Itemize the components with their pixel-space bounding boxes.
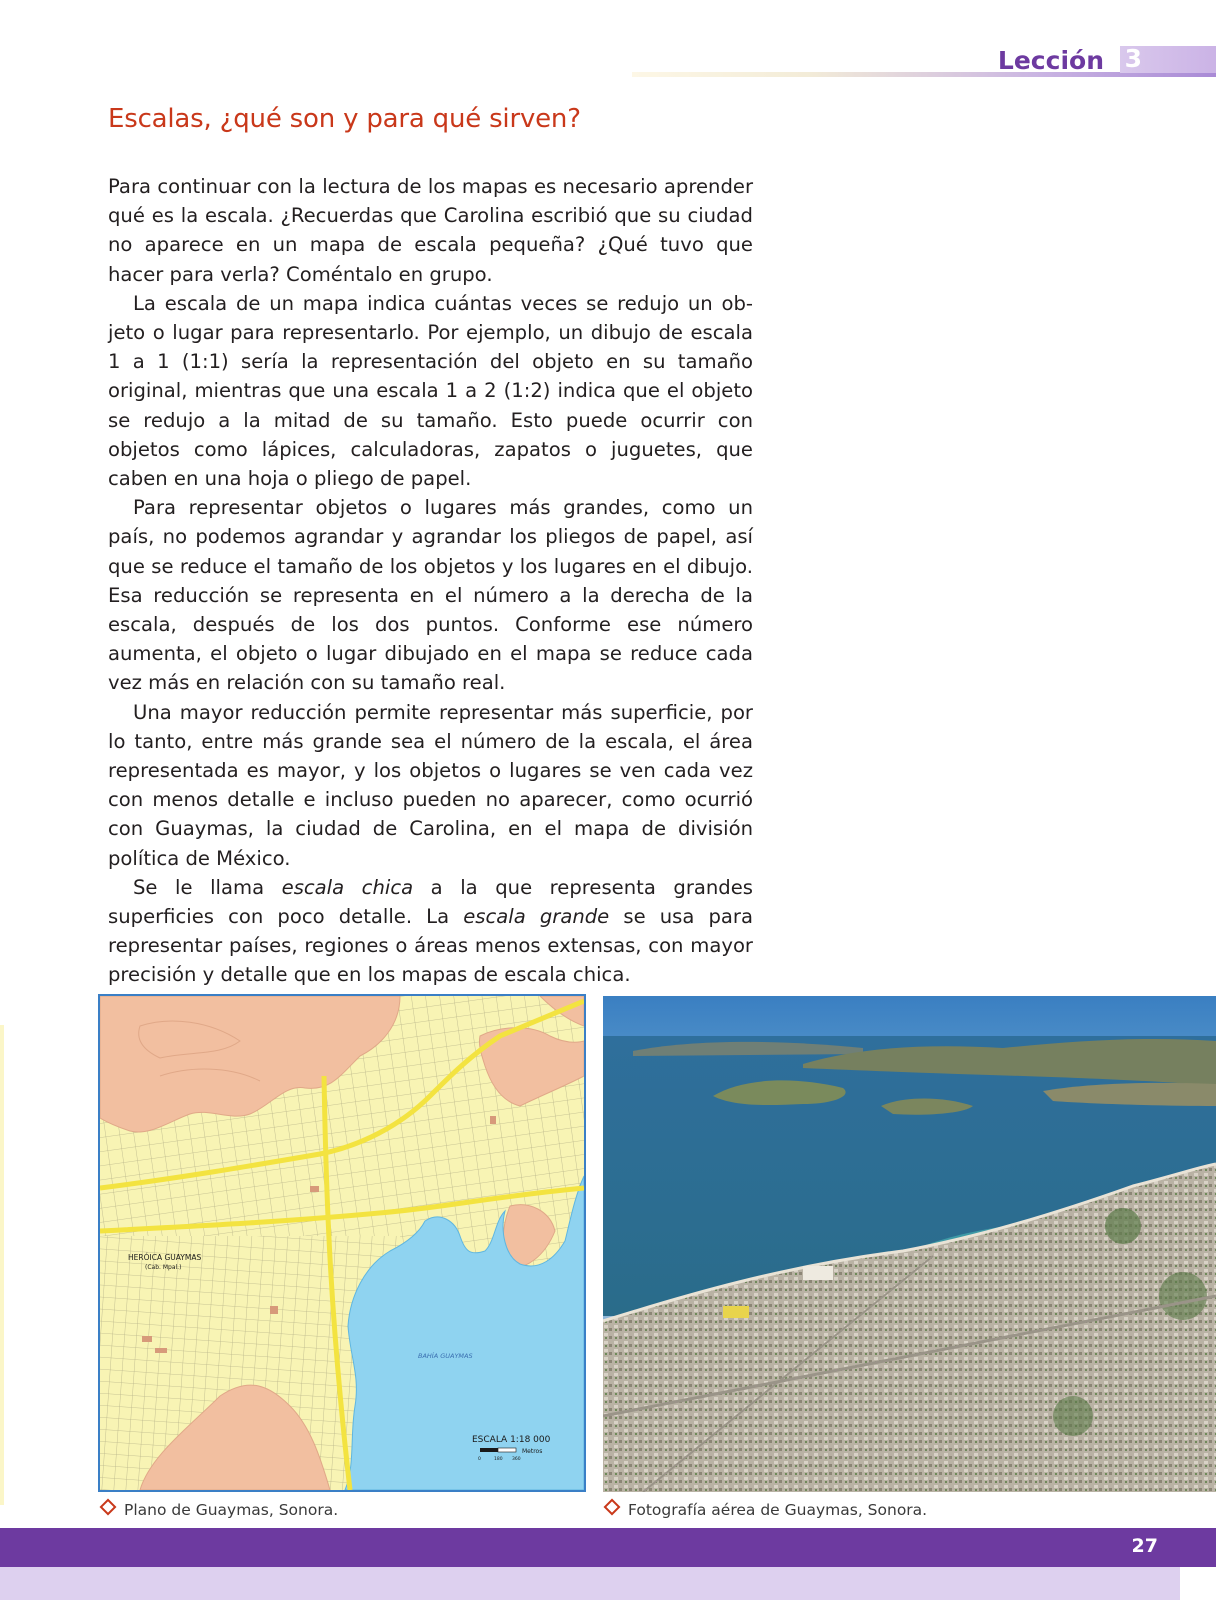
footer-band [0, 1528, 1216, 1567]
map-bay-label: BAHÍA GUAYMAS [418, 1352, 473, 1360]
map-scale-tick-1: 180 [494, 1457, 503, 1462]
body-text [108, 172, 753, 990]
term-escala-grande: escala grande [463, 905, 610, 929]
paragraph-5-part-a: Se le llama [133, 875, 282, 899]
lesson-label: Lección [997, 46, 1104, 75]
paragraph-5-part-c: se usa para representar países, regiones o áreas menos extensas, con mayor precisión y detalle que en los mapas de escala chica. [108, 905, 753, 987]
map-caption [102, 1501, 338, 1519]
map-illustration [100, 996, 584, 1490]
footer-light-band [0, 1567, 1180, 1600]
paragraph-5-part-b: a la que representa grandes superficies con poco detalle. La [108, 875, 754, 929]
photo-caption-text: Fotografía aérea de Guaymas, Sonora. [628, 1501, 928, 1519]
left-accent-strip [0, 1025, 4, 1505]
map-scale-title: ESCALA 1:18 000 [472, 1435, 551, 1445]
term-escala-chica: escala chica [281, 875, 414, 899]
guaymas-city-map [98, 994, 586, 1492]
map-city-sublabel: (Cab. Mpal.) [145, 1264, 182, 1271]
map-city-label: HERÓICA GUAYMAS [128, 1253, 202, 1262]
caption-diamond-icon [604, 1499, 621, 1516]
map-scale-unit: Metros [522, 1448, 543, 1455]
page-number: 27 [1131, 1535, 1158, 1557]
map-scale-tick-2: 360 [512, 1457, 521, 1462]
map-caption-text: Plano de Guaymas, Sonora. [124, 1501, 339, 1519]
aerial-photo-illustration [603, 996, 1216, 1492]
paragraph-5 [108, 873, 753, 990]
lesson-number: 3 [1124, 44, 1142, 73]
map-scale-tick-0: 0 [478, 1457, 481, 1462]
photo-caption [606, 1501, 927, 1519]
paragraph-1: Para continuar con la lectura de los mapas es necesario aprender qué es la escala. ¿Recuerdas que Carolina escribió que su ciudad no aparece en un mapa de escala pequeña? ¿Qué tuvo que hacer para verla? Coméntalo en grupo. [108, 175, 753, 286]
section-title: Escalas, ¿qué son y para qué sirven? [108, 104, 581, 134]
caption-diamond-icon [100, 1499, 117, 1516]
paragraph-4: Una mayor reducción permite representar más superficie, por lo tanto, entre más grande sea el número de la escala, el área representada es mayor, y los objetos o lugares se ven cada vez con menos detalle e incluso pueden no aparecer, como ocurrió con Guaymas, la ciudad de Carolina, en el mapa de división política de México. [108, 700, 753, 870]
guaymas-aerial-photo [603, 996, 1216, 1492]
paragraph-2: La escala de un mapa indica cuántas veces se redujo un objeto o lugar para representarlo. Por ejemplo, un dibujo de escala 1 a 1 (1:1) sería la representación del objeto en su tamaño original, mientras que una escala 1 a 2 (1:2) indica que el objeto se redujo a la mitad de su tamaño. Esto puede ocurrir con objetos como lápices, calculadoras, zapatos o juguetes, que caben en una hoja o pliego de papel. [108, 291, 753, 491]
paragraph-3: Para representar objetos o lugares más grandes, como un país, no podemos agrandar y agrandar los pliegos de papel, así que se reduce el tamaño de los objetos y los lugares en el dibujo. Esa reducción se representa en el número a la derecha de la escala, después de los dos puntos. Conforme ese número aumenta, el objeto o lugar dibujado en el mapa se reduce cada vez más en relación con su tamaño real. [108, 496, 753, 695]
